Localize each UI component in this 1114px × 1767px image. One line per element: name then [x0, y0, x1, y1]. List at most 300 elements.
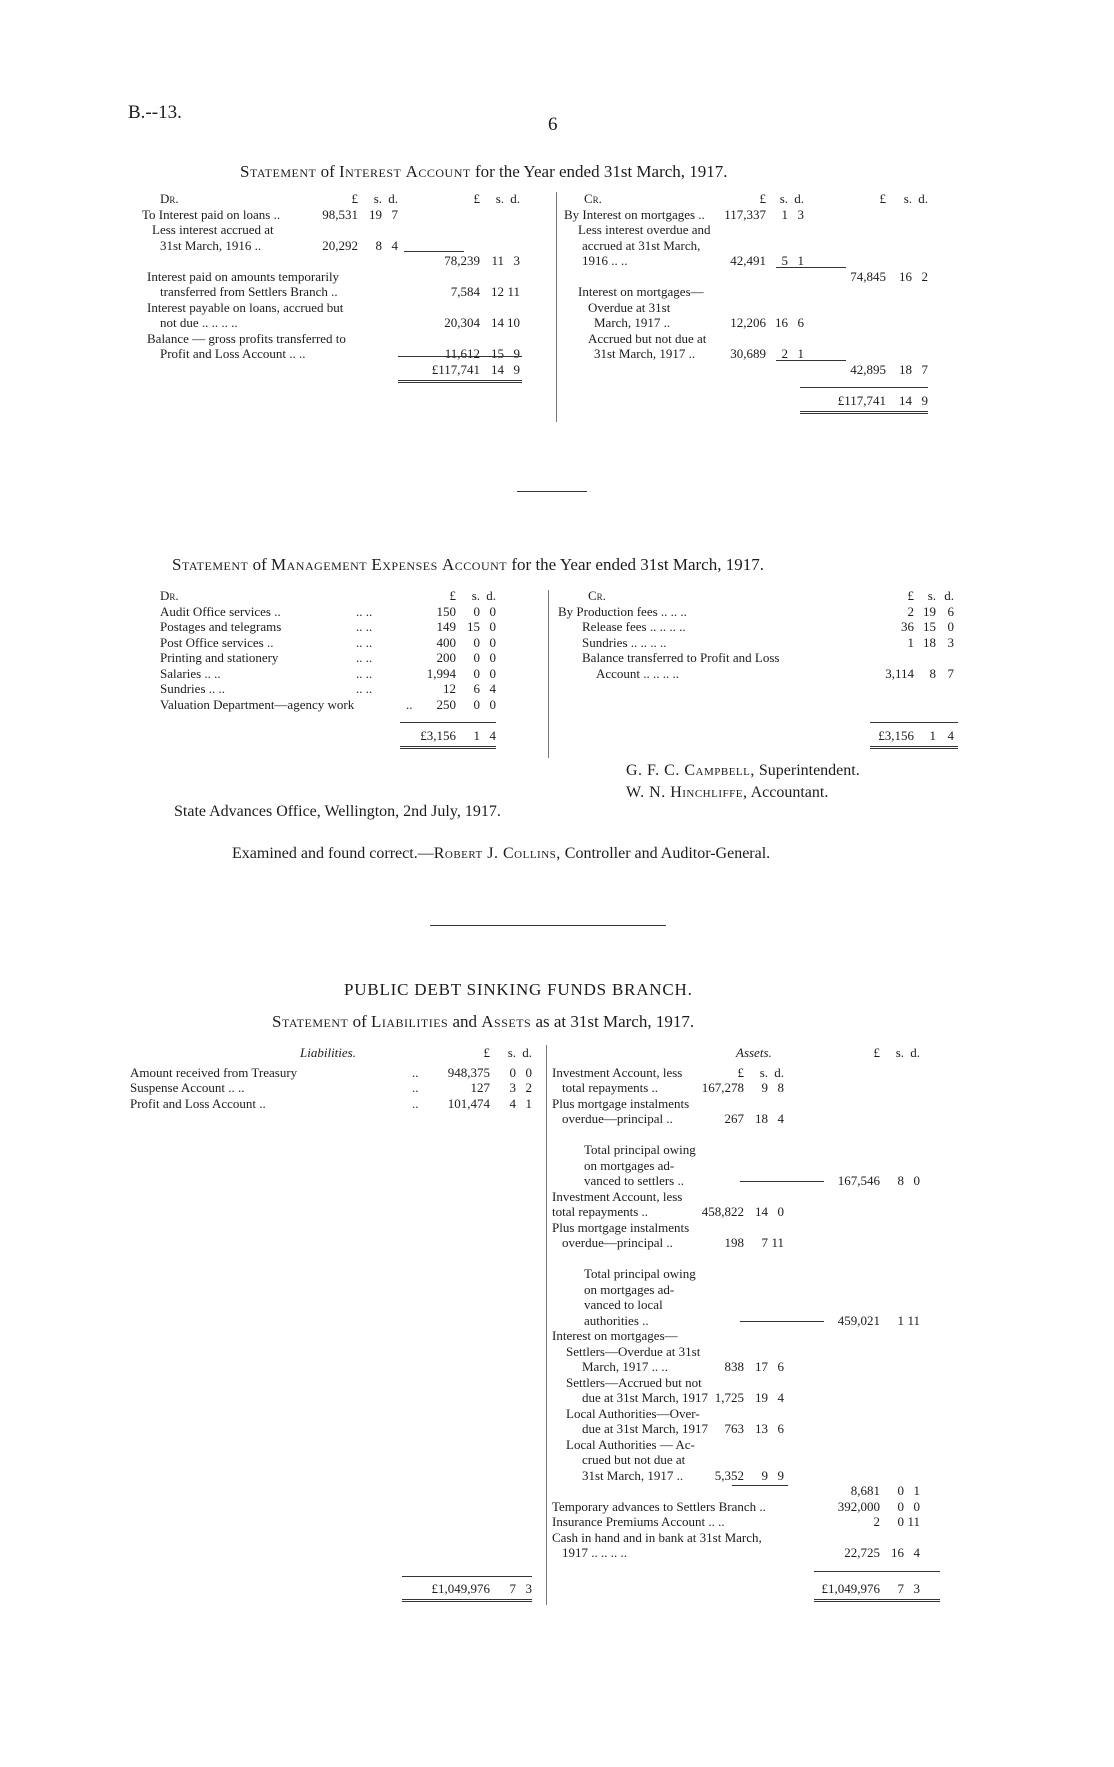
- row-label: not due .. .. .. ..: [160, 315, 238, 330]
- total-pounds: £117,741: [837, 393, 886, 408]
- title-word: Statement: [272, 1012, 349, 1031]
- currency-unit: £: [483, 1045, 490, 1060]
- row-label: Total principal owing: [584, 1266, 696, 1281]
- amount-shillings: 2: [781, 346, 788, 361]
- title-word: Account: [442, 555, 508, 574]
- management-statement-title: [172, 555, 764, 575]
- row-label: Investment Account, less: [552, 1188, 683, 1204]
- ledger-row: [564, 362, 969, 378]
- double-rule: [402, 1599, 532, 1602]
- amount-shillings: 0: [473, 603, 480, 619]
- amount-pounds: 1,725: [714, 1390, 744, 1405]
- currency-unit: s.: [927, 588, 936, 603]
- amount-pence: 3: [797, 206, 804, 222]
- audit-examination-line: [232, 845, 770, 863]
- amount-pence: 2: [525, 1080, 532, 1095]
- amount-pence: 2: [921, 268, 928, 284]
- total-pence: 9: [513, 362, 520, 377]
- amount-shillings: 8: [929, 665, 936, 681]
- total-pounds: £1,049,976: [821, 1581, 880, 1596]
- currency-unit: d.: [522, 1045, 532, 1060]
- double-rule: [398, 380, 522, 383]
- rule: [800, 387, 928, 388]
- row-label: By Production fees .. .. ..: [558, 603, 687, 619]
- currency-unit: s.: [373, 191, 382, 206]
- amount-shillings: 8: [375, 237, 382, 253]
- amount-pounds: 20,304: [444, 315, 480, 330]
- ledger-row: [564, 222, 969, 238]
- amount-pounds: 36: [901, 619, 914, 634]
- leader-dots: ..: [412, 1080, 419, 1095]
- ledger-row: [552, 1545, 967, 1561]
- amount-shillings: 1: [781, 206, 788, 222]
- ledger-row: [552, 1344, 967, 1360]
- double-rule: [400, 746, 496, 749]
- ledger-row: [552, 1111, 967, 1127]
- amount-pounds: 3,114: [885, 665, 914, 681]
- amount-shillings: 16: [891, 1545, 904, 1560]
- ledger-row: [160, 697, 545, 713]
- row-label: Balance — gross profits transferred to: [147, 330, 346, 346]
- amount-shillings: 15: [491, 346, 504, 361]
- amount-pence: 4: [913, 1545, 920, 1560]
- ledger-row: [552, 1359, 967, 1375]
- ledger-row: [142, 222, 552, 238]
- ledger-row: [552, 1390, 967, 1406]
- interest-credit-side: [564, 191, 969, 421]
- total-pounds: £3,156: [878, 728, 914, 743]
- rule: [732, 1485, 788, 1486]
- amount-shillings: 12: [491, 284, 504, 299]
- ledger-row: [552, 1282, 967, 1298]
- ledger-row: [552, 1452, 967, 1468]
- amount-pence: 0: [913, 1498, 920, 1514]
- row-label: Salaries .. ..: [160, 665, 221, 681]
- total-pence: 3: [525, 1581, 532, 1596]
- title-word: Expenses: [371, 555, 438, 574]
- row-label: Local Authorities — Ac-: [566, 1436, 695, 1452]
- currency-unit: £: [879, 191, 886, 206]
- amount-pence: 9: [513, 346, 520, 361]
- amount-pounds: 42,895: [850, 361, 886, 377]
- row-label: Valuation Department—agency work: [160, 696, 355, 712]
- amount-shillings: 16: [899, 268, 912, 284]
- signatory-role: Superintendent.: [758, 762, 860, 779]
- row-label: Interest paid on amounts temporarily: [147, 268, 340, 284]
- ledger-row: [552, 1235, 967, 1251]
- amount-shillings: 1: [897, 1312, 904, 1328]
- amount-pence: 7: [391, 206, 398, 222]
- amount-shillings: 18: [755, 1111, 768, 1126]
- ledger-row: [558, 619, 968, 635]
- amount-pounds: 250: [436, 696, 456, 712]
- row-label: Insurance Premiums Account .. ..: [552, 1514, 725, 1529]
- sinking-statement-title: [272, 1012, 694, 1032]
- ledger-row: [564, 393, 969, 409]
- leader-dots: .. ..: [356, 603, 373, 619]
- amount-shillings: 19: [755, 1390, 768, 1405]
- office-place-date: State Advances Office, Wellington, 2nd July, 1917.: [174, 803, 501, 820]
- row-label: crued but not due at: [582, 1452, 686, 1467]
- currency-unit: s.: [759, 1064, 768, 1080]
- amount-pence: 8: [777, 1080, 784, 1095]
- rule: [404, 251, 464, 252]
- title-word: Management: [271, 555, 368, 574]
- row-label: Sundries .. ..: [160, 681, 225, 696]
- management-debit-side: [160, 588, 545, 758]
- auditor-role: Controller and Auditor-General.: [564, 845, 771, 862]
- amount-pounds: 1: [907, 634, 914, 650]
- ledger-row: [552, 1204, 967, 1220]
- ledger-row: [552, 1375, 967, 1391]
- ledger-row: [564, 331, 969, 347]
- row-label: Less interest overdue and: [578, 222, 711, 237]
- amount-pence: 1: [797, 253, 804, 268]
- currency-unit: d.: [794, 191, 804, 206]
- liabilities-side: [130, 1045, 542, 1605]
- title-word: for the Year ended 31st March, 1917.: [474, 162, 728, 181]
- amount-shillings: 0: [897, 1498, 904, 1514]
- total-pounds: £117,741: [431, 362, 480, 377]
- currency-unit: s.: [507, 1045, 516, 1060]
- ledger-row: [130, 1581, 542, 1597]
- amount-shillings: 9: [761, 1080, 768, 1095]
- amount-shillings: 19: [369, 206, 382, 222]
- double-rule: [814, 1599, 940, 1602]
- ledger-row: [142, 331, 552, 347]
- rule: [870, 722, 958, 723]
- amount-shillings: 18: [899, 361, 912, 377]
- amount-pence: 1: [525, 1095, 532, 1111]
- ledger-row: [558, 588, 968, 604]
- amount-shillings: 15: [467, 619, 480, 634]
- amount-pence: 11: [507, 284, 520, 299]
- ledger-row: [564, 315, 969, 331]
- currency-unit: £: [907, 588, 914, 603]
- amount-pence: 6: [797, 315, 804, 330]
- row-label: Interest on mortgages—: [552, 1328, 678, 1343]
- amount-pounds: 2: [907, 603, 914, 619]
- ledger-row: [552, 1142, 967, 1158]
- row-label: overdue—principal ..: [562, 1111, 673, 1126]
- amount-shillings: 3: [509, 1080, 516, 1095]
- ledger-row: [160, 728, 545, 744]
- row-label: Audit Office services ..: [160, 603, 281, 619]
- currency-unit: £: [759, 191, 766, 206]
- row-label: due at 31st March, 1917: [582, 1390, 709, 1405]
- amount-pence: 1: [913, 1483, 920, 1498]
- amount-pounds: 400: [436, 634, 456, 650]
- amount-pence: 6: [777, 1421, 784, 1436]
- interest-statement-title: [240, 162, 728, 182]
- amount-shillings: 7: [761, 1235, 768, 1250]
- amount-pounds: 167,278: [701, 1080, 744, 1095]
- amount-pence: 0: [489, 696, 496, 712]
- amount-pounds: 7,584: [450, 284, 480, 299]
- amount-pence: 10: [507, 315, 520, 330]
- total-pence: 3: [913, 1581, 920, 1596]
- ledger-row: [558, 635, 968, 651]
- ledger-row: [564, 269, 969, 285]
- ledger-row: [552, 1251, 967, 1267]
- row-label: Temporary advances to Settlers Branch ..: [552, 1498, 766, 1514]
- ledger-row: [142, 284, 552, 300]
- amount-pounds: 198: [724, 1235, 744, 1250]
- ledger-row: [552, 1581, 967, 1597]
- amount-shillings: 0: [509, 1064, 516, 1080]
- ledger-row: [552, 1127, 967, 1143]
- ledger-row: [142, 362, 552, 378]
- total-pounds: £3,156: [420, 728, 456, 743]
- amount-pence: 0: [489, 619, 496, 634]
- currency-unit: d.: [918, 191, 928, 206]
- amount-pounds: 74,845: [850, 268, 886, 284]
- amount-pounds: 30,689: [730, 346, 766, 361]
- ledger-row: [552, 1530, 967, 1546]
- row-label: To Interest paid on loans ..: [142, 206, 281, 222]
- currency-unit: d.: [944, 588, 954, 603]
- title-word: Interest: [339, 162, 402, 181]
- ledger-row: [160, 666, 545, 682]
- double-rule: [800, 411, 928, 414]
- ledger-row: [552, 1080, 967, 1096]
- ledger-row: [552, 1468, 967, 1484]
- ledger-row: [558, 604, 968, 620]
- amount-pence: 0: [489, 603, 496, 619]
- interest-debit-side: [142, 191, 552, 421]
- amount-pounds: 838: [724, 1359, 744, 1374]
- leader-dots: .. ..: [356, 665, 373, 681]
- ledger-row: [130, 1096, 542, 1112]
- rule: [398, 356, 522, 357]
- amount-pence: 11: [907, 1514, 920, 1529]
- ledger-row: [160, 635, 545, 651]
- page-number: 6: [548, 114, 558, 135]
- row-label: Printing and stationery: [160, 650, 279, 665]
- page-reference: B.--13.: [128, 102, 182, 123]
- amount-pence: 4: [777, 1390, 784, 1405]
- ledger-row: [552, 1499, 967, 1515]
- total-pence: 4: [947, 728, 954, 743]
- row-label: 31st March, 1917 ..: [582, 1467, 684, 1483]
- row-label: Interest payable on loans, accrued but: [147, 299, 344, 315]
- amount-shillings: 13: [755, 1421, 768, 1436]
- ledger-row: [552, 1189, 967, 1205]
- row-label: Plus mortgage instalments: [552, 1095, 690, 1111]
- title-word: as at 31st March, 1917.: [535, 1012, 695, 1031]
- amount-shillings: 0: [473, 665, 480, 681]
- amount-shillings: 5: [781, 253, 788, 268]
- leader-dots: ..: [412, 1095, 419, 1111]
- total-shillings: 1: [929, 728, 936, 743]
- currency-unit: s.: [903, 191, 912, 206]
- title-word: Statement: [240, 162, 317, 181]
- amount-pounds: 42,491: [730, 253, 766, 268]
- amount-pence: 4: [489, 681, 496, 696]
- currency-unit: £: [873, 1045, 880, 1060]
- amount-shillings: 6: [473, 681, 480, 696]
- row-label: Accrued but not due at: [588, 330, 707, 346]
- ledger-row: [160, 681, 545, 697]
- amount-pence: 6: [947, 603, 954, 619]
- amount-pounds: 11,612: [444, 346, 480, 361]
- management-credit-side: [558, 588, 968, 758]
- rule: [740, 1181, 824, 1182]
- currency-unit: £: [737, 1064, 744, 1080]
- title-word: Liabilities: [371, 1012, 449, 1031]
- row-label: Overdue at 31st: [588, 299, 671, 315]
- leader-dots: .. ..: [356, 619, 373, 634]
- signature-accountant: [626, 784, 828, 802]
- ledger-row: [160, 588, 545, 604]
- title-word: of: [352, 1012, 367, 1031]
- row-label: Local Authorities—Over-: [566, 1405, 700, 1421]
- title-word: of: [252, 555, 267, 574]
- row-label: March, 1917 .. ..: [582, 1359, 668, 1374]
- row-label: vanced to settlers ..: [584, 1173, 684, 1188]
- ledger-row: [564, 253, 969, 269]
- ledger-row: [142, 315, 552, 331]
- leader-dots: ..: [412, 1064, 419, 1080]
- currency-unit: d.: [774, 1064, 784, 1080]
- ledger-row: [142, 238, 552, 254]
- row-label: By Interest on mortgages ..: [564, 206, 705, 222]
- amount-pence: 0: [947, 619, 954, 634]
- amount-pounds: 101,474: [447, 1095, 490, 1111]
- row-label: Profit and Loss Account .. ..: [160, 346, 306, 361]
- row-label: Investment Account, less: [552, 1064, 683, 1080]
- row-label: due at 31st March, 1917: [582, 1421, 709, 1436]
- amount-pence: 0: [489, 665, 496, 681]
- amount-pounds: 458,822: [701, 1204, 744, 1219]
- amount-pence: 11: [771, 1235, 784, 1250]
- title-word: Assets: [481, 1012, 532, 1031]
- row-label: Postages and telegrams: [160, 619, 282, 634]
- credit-heading: Cr.: [588, 588, 606, 603]
- ledger-row: [142, 253, 552, 269]
- amount-shillings: 17: [755, 1359, 768, 1374]
- row-label: transferred from Settlers Branch ..: [160, 284, 338, 299]
- amount-pence: 3: [513, 253, 520, 268]
- total-pence: 9: [921, 393, 928, 408]
- auditor-name: Robert J. Collins,: [433, 845, 561, 862]
- ledger-row: [564, 207, 969, 223]
- amount-pence: 4: [777, 1111, 784, 1126]
- leader-dots: ..: [406, 696, 413, 712]
- ledger-row: [552, 1514, 967, 1530]
- leader-dots: .. ..: [356, 650, 373, 665]
- rule: [402, 1576, 532, 1577]
- amount-pounds: 12,206: [730, 315, 766, 330]
- amount-pounds: 149: [436, 619, 456, 634]
- amount-pounds: 763: [724, 1421, 744, 1436]
- row-label: Cash in hand and in bank at 31st March,: [552, 1529, 762, 1545]
- amount-pounds: 267: [724, 1111, 744, 1126]
- row-label: Release fees .. .. .. ..: [582, 619, 686, 634]
- liabilities-heading: Liabilities.: [300, 1045, 356, 1060]
- row-label: Account .. .. .. ..: [596, 665, 680, 681]
- row-label: Balance transferred to Profit and Loss: [582, 650, 780, 665]
- amount-pounds: 200: [436, 650, 456, 665]
- row-label: total repayments ..: [562, 1080, 659, 1095]
- row-label: Settlers—Accrued but not: [566, 1374, 702, 1390]
- currency-unit: s.: [495, 191, 504, 206]
- ledger-row: [564, 238, 969, 254]
- ledger-row: [552, 1096, 967, 1112]
- currency-unit: £: [473, 191, 480, 206]
- row-label: 31st March, 1916 ..: [160, 237, 262, 253]
- amount-shillings: 0: [473, 634, 480, 650]
- row-label: 31st March, 1917 ..: [594, 346, 696, 361]
- title-word: of: [320, 162, 335, 181]
- debit-heading: Dr.: [160, 588, 179, 603]
- amount-pence: 0: [489, 634, 496, 650]
- row-label: Settlers—Overdue at 31st: [566, 1343, 701, 1359]
- ledger-row: [130, 1065, 542, 1081]
- rule: [740, 1321, 824, 1322]
- ledger-row: [142, 346, 552, 362]
- ledger-row: [552, 1328, 967, 1344]
- amount-pounds: 459,021: [837, 1312, 880, 1328]
- signatory-name: W. N. Hinchliffe,: [626, 784, 748, 801]
- title-word: and: [452, 1012, 477, 1031]
- currency-unit: s.: [471, 588, 480, 603]
- ledger-row: [130, 1045, 542, 1061]
- currency-unit: d.: [510, 191, 520, 206]
- amount-shillings: 14: [491, 315, 504, 330]
- currency-unit: d.: [486, 588, 496, 603]
- amount-pounds: 392,000: [837, 1498, 880, 1514]
- currency-unit: s.: [895, 1045, 904, 1060]
- amount-shillings: 14: [755, 1204, 768, 1219]
- currency-unit: £: [449, 588, 456, 603]
- rule: [814, 1571, 940, 1572]
- amount-shillings: 0: [897, 1483, 904, 1498]
- amount-pounds: 78,239: [444, 253, 480, 268]
- ledger-row: [558, 650, 968, 666]
- assets-heading: Assets.: [736, 1045, 772, 1060]
- amount-pounds: 948,375: [447, 1064, 490, 1080]
- ledger-row: [564, 191, 969, 207]
- amount-pence: 9: [777, 1467, 784, 1483]
- amount-shillings: 11: [491, 253, 504, 268]
- ledger-row: [552, 1065, 967, 1081]
- currency-unit: d.: [910, 1045, 920, 1060]
- amount-pounds: 20,292: [322, 237, 358, 253]
- currency-unit: £: [351, 191, 358, 206]
- rule: [776, 360, 846, 361]
- amount-shillings: 4: [509, 1095, 516, 1111]
- amount-pence: 11: [907, 1312, 920, 1328]
- double-rule: [870, 746, 958, 749]
- ledger-row: [160, 619, 545, 635]
- ledger-row: [142, 191, 552, 207]
- total-shillings: 14: [899, 393, 912, 408]
- amount-pence: 7: [921, 361, 928, 377]
- leader-dots: .. ..: [356, 681, 373, 696]
- signatory-name: G. F. C. Campbell,: [626, 762, 755, 779]
- row-label: on mortgages ad-: [584, 1281, 675, 1297]
- ledger-row: [558, 666, 968, 682]
- ledger-row: [160, 650, 545, 666]
- ledger-row: [552, 1045, 967, 1061]
- row-label: 1916 .. ..: [582, 253, 628, 268]
- total-pence: 4: [489, 728, 496, 743]
- amount-pence: 0: [489, 650, 496, 665]
- amount-pounds: 1,994: [426, 665, 456, 681]
- title-word: for the Year ended 31st March, 1917.: [511, 555, 764, 574]
- ledger-row: [558, 728, 968, 744]
